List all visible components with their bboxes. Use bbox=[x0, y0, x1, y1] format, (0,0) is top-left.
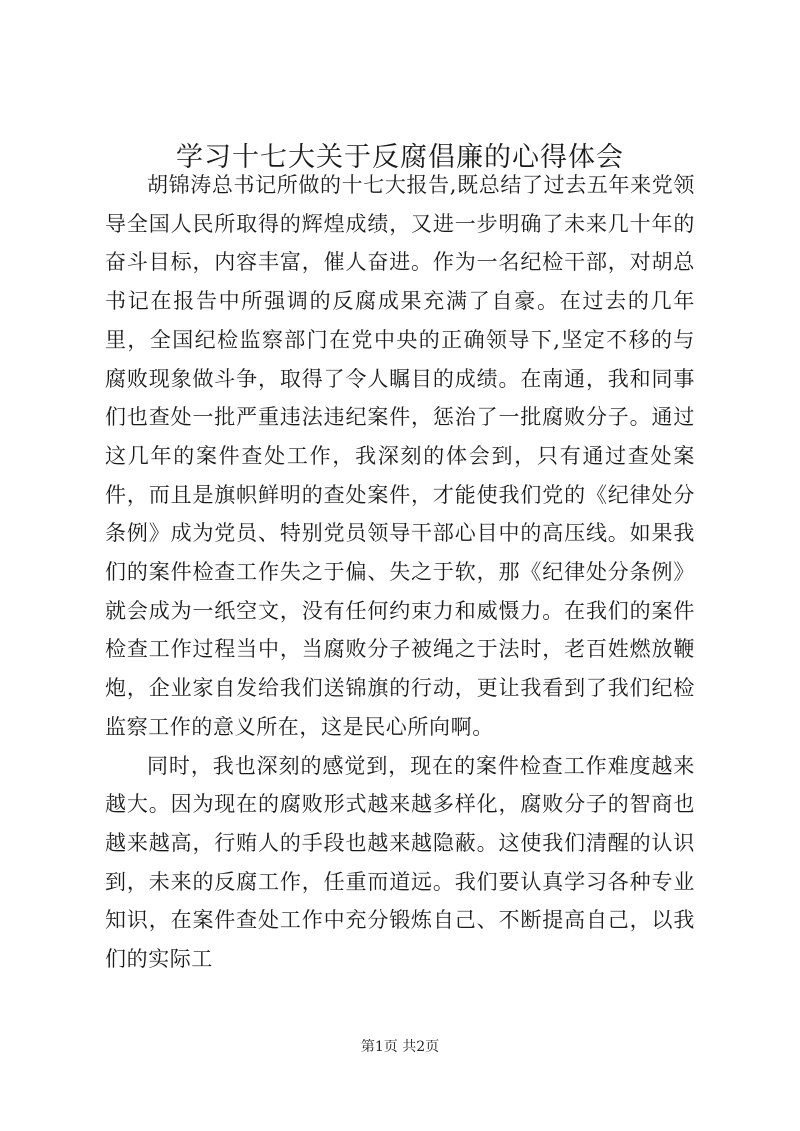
page-number-footer: 第1页 共2页 bbox=[360, 1039, 440, 1055]
paragraph-2: 同时，我也深刻的感觉到，现在的案件检查工作难度越来越大。因为现在的腐败形式越来越多样化，腐败分子的智商也越来越高，行贿人的手段也越来越隐蔽。这使我们清醒的认识到，未来的反腐工作，任重而道远。我们要认真学习各种专业知识，在案件查处工作中充分锻炼自己、不断提高自己，以我们的实际工 bbox=[105, 753, 695, 972]
document-body bbox=[105, 166, 695, 979]
paragraph-1: 胡锦涛总书记所做的十七大报告,既总结了过去五年来党领导全国人民所取得的辉煌成绩，又进一步明确了未来几十年的奋斗目标，内容丰富，催人奋进。作为一名纪检干部，对胡总书记在报告中所强调的反腐成果充满了自豪。在过去的几年里，全国纪检监察部门在党中央的正确领导下,坚定不移的与腐败现象做斗争，取得了令人瞩目的成绩。在南通，我和同事们也查处一批严重违法违纪案件，惩治了一批腐败分子。通过这几年的案件查处工作，我深刻的体会到，只有通过查处案件，而且是旗帜鲜明的查处案件，才能使我们党的《纪律处分条例》成为党员、特别党员领导干部心目中的高压线。如果我们的案件检查工作失之于偏、失之于软，那《纪律处分条例》就会成为一纸空文，没有任何约束力和威慑力。在我们的案件检查工作过程当中，当腐败分子被绳之于法时，老百姓燃放鞭炮，企业家自发给我们送锦旗的行动，更让我看到了我们纪检监察工作的意义所在，这是民心所向啊。 bbox=[105, 173, 695, 739]
document-title: 学习十七大关于反腐倡廉的心得体会 bbox=[176, 142, 624, 173]
